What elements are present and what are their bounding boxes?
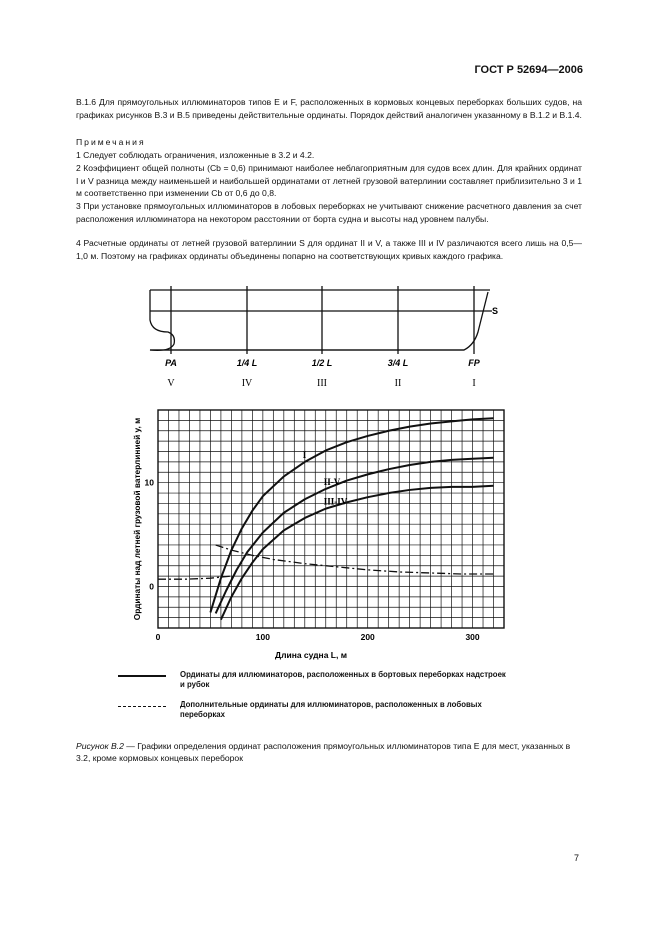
figure-caption [76,740,586,764]
note-3: 3 При установке прямоугольных иллюминаторов в лобовых переборках не учитывают снижение расчетного давления за счет расположения иллюминатора на некотором расстоянии от борта судна и высоты над уровнем палубы. [76,201,582,224]
legend-solid-text: Ординаты для иллюминаторов, расположенных в бортовых переборках надстроек и рубок [180,670,506,689]
x-axis-label: Длина судна L, м [275,650,347,660]
series-line-0 [210,418,493,612]
y-axis-label: Ординаты над летней грузовой ватерлинией y, м [132,417,142,621]
legend-solid-swatch [118,675,166,677]
legend-dashdot-swatch [118,706,166,707]
roman-label-4: I [472,378,476,389]
caption-text: — Графики определения ординат расположения прямоугольных иллюминаторов типа Е для мест, указанных в 3.2, кроме кормовых концевых переборок [76,741,571,763]
paragraph-b16: В.1.6 Для прямоугольных иллюминаторов типов Е и F, расположенных в кормовых концевых переборках больших судов, на графиках рисунков В.3 и В.5 приведены действительные ординаты. Порядок действий аналогичен указанному в В.1.2 и В.1.4. [76,97,582,120]
note-1: 1 Следует соблюдать ограничения, изложенные в 3.2 и 4.2. [76,150,315,160]
roman-label-3: II [394,378,402,389]
x-tick-label: 100 [255,632,270,642]
roman-label-2: III [317,378,327,389]
station-label-3: 3/4 L [387,358,409,368]
waterline-label: S [492,306,499,316]
legend-dashdot-text: Дополнительные ординаты для иллюминаторов, расположенных в лобовых переборках [180,700,482,719]
x-tick-label: 0 [155,632,161,642]
chart-area [132,410,504,660]
station-label-0: PA [165,358,177,368]
station-label-4: FP [468,358,480,368]
station-label-1: 1/4 L [236,358,258,368]
series-label-1: II-V [323,476,341,487]
page-number: 7 [573,853,579,863]
x-tick-label: 300 [465,632,480,642]
x-tick-label: 200 [360,632,375,642]
roman-label-1: IV [241,378,253,389]
hull-outline [150,290,488,350]
plot-frame [158,410,504,628]
y-tick-label: 0 [149,581,154,592]
caption-label: Рисунок В.2 [76,741,124,751]
series-label-2: III-IV [323,496,348,507]
station-label-2: 1/2 L [311,358,333,368]
hull-diagram [150,286,492,354]
y-tick-label: 10 [144,477,154,488]
note-4: 4 Расчетные ординаты от летней грузовой ватерлинии S для ординат II и V, а также III и IV различаются всего лишь на 0,5—1,0 м. Поэтому на графиках ординаты объединены попарно на соответствующих кривых каждого графика. [76,238,582,261]
series-label-0: I [302,449,307,460]
doc-header: ГОСТ Р 52694—2006 [474,64,583,76]
roman-label-0: V [167,378,175,389]
note-2: 2 Коэффициент общей полноты (Cb = 0,6) принимают наиболее неблагоприятным для судов всех длин. Для крайних ординат I и V разница между наименьшей и наибольшей ординатами от летней грузовой ватерлинии составляет приблизительно 3 и 1 м соответственно при изменении Cb от 0,6 до 0,8. [76,163,582,199]
notes-title: Примечания [76,137,146,147]
